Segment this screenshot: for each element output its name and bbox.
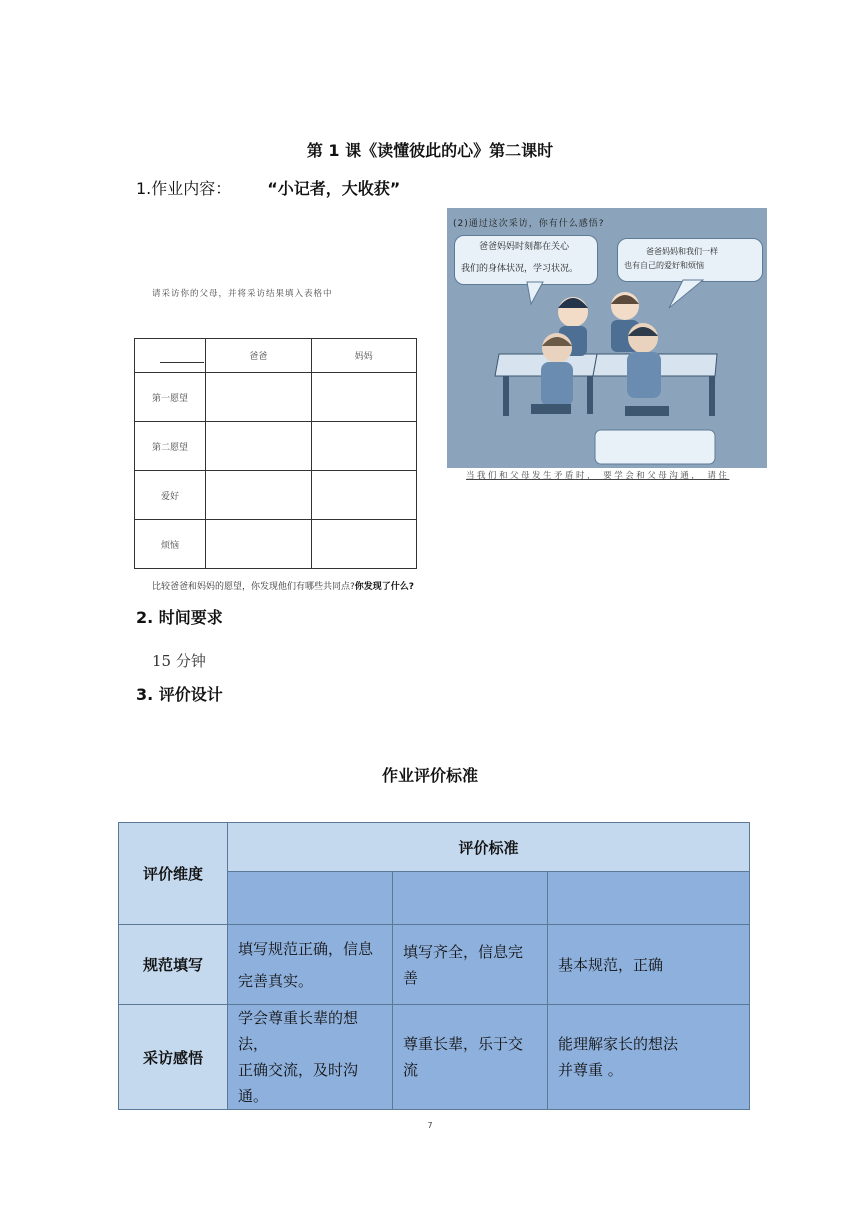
- survey-header-mom: 妈妈: [311, 339, 417, 373]
- time-value: 15 分钟: [152, 652, 206, 670]
- eval-cell-line: 正确交流，及时沟通。: [238, 1061, 359, 1105]
- eval-cell: [548, 1005, 750, 1110]
- compare-text: 比较爸爸和妈妈的愿望，你发现他们有哪些共同点?: [152, 582, 355, 592]
- classroom-drawing: [447, 208, 767, 468]
- survey-row-label: 爱好: [135, 471, 206, 520]
- section-1-label: 1.作业内容：: [136, 179, 232, 198]
- page-title: 第 1 课《读懂彼此的心》第二课时: [306, 141, 554, 160]
- illustration-caption: 当我们和父母发生矛盾时， 要学会和父母沟通， 请住: [466, 471, 730, 481]
- bubble-left-line-2: 我们的身体状况，学习状况。: [461, 264, 579, 274]
- illustration: [447, 208, 767, 468]
- survey-row-label: 第二愿望: [135, 422, 206, 471]
- child-hair: [558, 298, 588, 308]
- bubble-tail-right: [669, 280, 703, 308]
- survey-cell-mom[interactable]: [311, 520, 417, 569]
- eval-row-dim: 采访感悟: [119, 1005, 228, 1110]
- eval-cell-line: 填写规范正确，信息: [238, 939, 374, 958]
- survey-cell-mom[interactable]: [311, 373, 417, 422]
- eval-title: 作业评价标准: [381, 766, 478, 785]
- eval-row-dim: 规范填写: [119, 925, 228, 1005]
- compare-question: [152, 582, 432, 593]
- section-1-quote: “小记者，大收获”: [267, 179, 401, 198]
- desk-leg: [587, 376, 593, 414]
- bubble-right-line-2: 也有自己的爱好和烦恼: [624, 261, 704, 270]
- eval-cell: 尊重长辈，乐于交流: [393, 1005, 548, 1110]
- stool: [625, 406, 669, 416]
- eval-row: [119, 925, 750, 1005]
- survey-row: [135, 520, 417, 569]
- eval-cell-line: 能理解家长的想法: [558, 1035, 679, 1053]
- eval-subheader-cell: [548, 872, 750, 925]
- survey-row-label: 烦恼: [135, 520, 206, 569]
- child-body: [627, 352, 661, 398]
- illustration-question: (2)通过这次采访，你有什么感悟?: [453, 219, 605, 229]
- compare-tail: 你发现了什么?: [354, 582, 415, 592]
- bubble-tail-left: [527, 282, 543, 304]
- survey-table: [134, 338, 417, 569]
- eval-cell: [228, 925, 393, 1005]
- eval-row: [119, 1005, 750, 1110]
- child-body: [541, 362, 573, 406]
- eval-cell: [228, 1005, 393, 1110]
- survey-cell-dad[interactable]: [206, 471, 312, 520]
- eval-cell: 基本规范，正确: [548, 925, 750, 1005]
- eval-cell-line: 完善真实。: [238, 971, 314, 990]
- page-number: 7: [427, 1121, 433, 1130]
- eval-subheader-cell: [228, 872, 393, 925]
- eval-header-row: [119, 823, 750, 872]
- corner-line: [160, 362, 204, 363]
- survey-header-row: [135, 339, 417, 373]
- survey-corner-cell: [135, 339, 206, 373]
- eval-cell-line: 并尊重 。: [558, 1061, 623, 1079]
- survey-cell-dad[interactable]: [206, 422, 312, 471]
- survey-row: [135, 471, 417, 520]
- empty-bubble: [595, 430, 715, 464]
- desk-leg: [503, 376, 509, 416]
- eval-cell: 填写齐全，信息完善: [393, 925, 548, 1005]
- survey-row: [135, 373, 417, 422]
- survey-cell-mom[interactable]: [311, 471, 417, 520]
- survey-cell-mom[interactable]: [311, 422, 417, 471]
- survey-header-dad: 爸爸: [206, 339, 312, 373]
- eval-table: [118, 822, 750, 1110]
- survey-row: [135, 422, 417, 471]
- eval-dim-header: 评价维度: [119, 823, 228, 925]
- eval-criteria-header: 评价标准: [228, 823, 750, 872]
- section-1-heading: [136, 176, 400, 199]
- survey-cell-dad[interactable]: [206, 373, 312, 422]
- desk-leg: [709, 376, 715, 416]
- eval-cell-line: 学会尊重长辈的想法，: [238, 1009, 359, 1053]
- bubble-left-line-1: 爸爸妈妈时刻都在关心: [479, 242, 570, 252]
- stool: [531, 404, 571, 414]
- eval-subheader-cell: [393, 872, 548, 925]
- survey-cell-dad[interactable]: [206, 520, 312, 569]
- section-2-heading: 2. 时间要求: [136, 608, 223, 627]
- survey-row-label: 第一愿望: [135, 373, 206, 422]
- section-3-heading: 3. 评价设计: [136, 685, 223, 704]
- bubble-right-line-1: 爸爸妈妈和我们一样: [646, 247, 718, 256]
- instruction-text: 请采访你的父母，并将采访结果填入表格中: [152, 289, 333, 299]
